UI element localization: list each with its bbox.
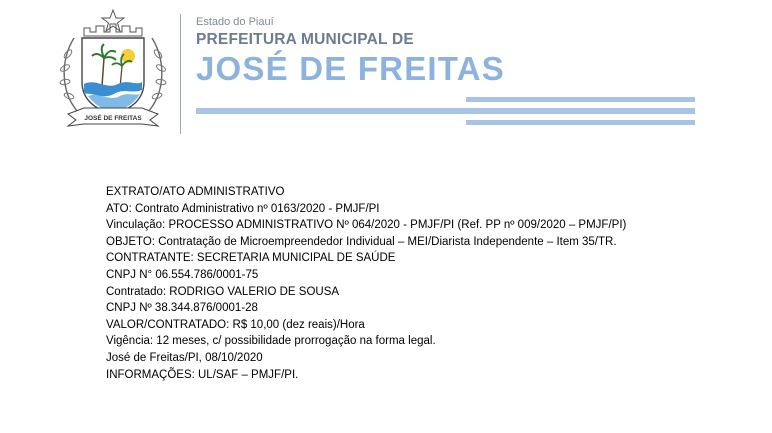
doc-valor: VALOR/CONTRATADO: R$ 10,00 (dez reais)/Hora xyxy=(106,318,365,331)
doc-vinculacao: Vinculação: PROCESSO ADMINISTRATIVO Nº 064/2020 - PMJF/PI (Ref. PP nº 009/2020 – PMJF/PI) xyxy=(106,219,627,232)
doc-contratado: Contratado: RODRIGO VALERIO DE SOUSA xyxy=(106,285,340,298)
doc-vigencia: Vigência: 12 meses, c/ possibilidade prorrogação na forma legal. xyxy=(106,335,436,348)
doc-informacoes: INFORMAÇÕES: UL/SAF – PMJF/PI. xyxy=(106,368,299,381)
document-body xyxy=(106,184,746,383)
header-divider xyxy=(180,14,181,134)
doc-objeto: OBJETO: Contratação de Microempreendedor Individual – MEI/Diarista Independente – Item 35/TR. xyxy=(106,235,617,248)
doc-cnpj-contratado: CNPJ Nº 38.344.876/0001-28 xyxy=(106,302,258,315)
doc-local-data: José de Freitas/PI, 08/10/2020 xyxy=(106,351,263,364)
city-title: JOSÉ DE FREITAS xyxy=(196,50,505,87)
header-stripe-bottom xyxy=(466,120,695,125)
doc-contratante: CONTRATANTE: SECRETARIA MUNICIPAL DE SAÚDE xyxy=(106,252,396,265)
crest-banner-text: JOSÉ DE FREITAS xyxy=(84,115,142,122)
prefecture-label: PREFEITURA MUNICIPAL DE xyxy=(196,31,414,48)
municipal-crest-icon xyxy=(54,8,172,134)
header-stripe-top xyxy=(466,97,695,102)
doc-heading: EXTRATO/ATO ADMINISTRATIVO xyxy=(106,186,285,198)
header-stripe-middle xyxy=(196,108,695,114)
doc-ato: ATO: Contrato Administrativo nº 0163/2020 - PMJF/PI xyxy=(106,202,380,215)
state-label: Estado do Piauí xyxy=(196,16,274,28)
doc-cnpj-contratante: CNPJ N° 06.554.786/0001-75 xyxy=(106,268,259,281)
